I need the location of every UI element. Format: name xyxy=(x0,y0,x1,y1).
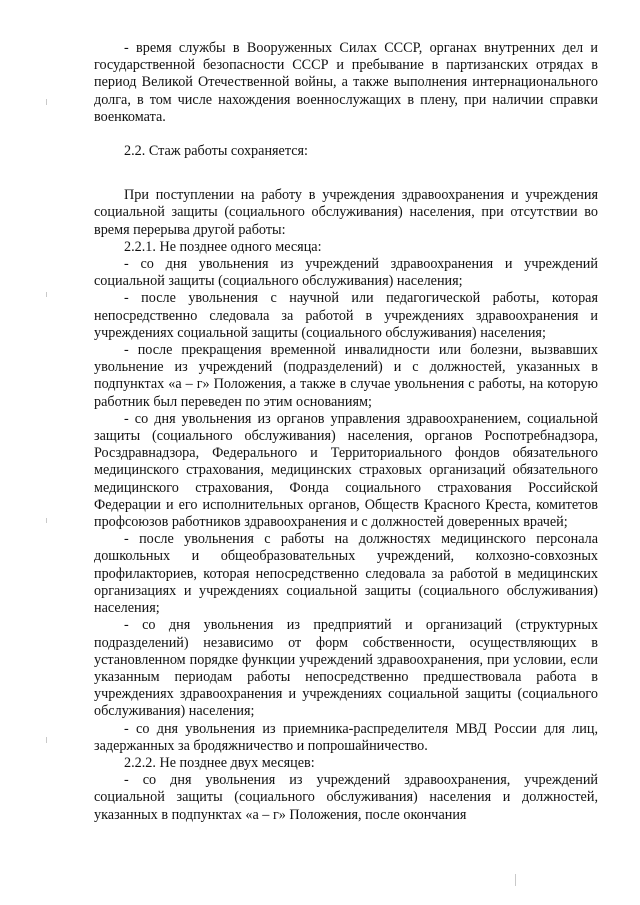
spacer xyxy=(94,160,598,187)
list-item-enterprises: - со дня увольнения из предприятий и организаций (структурных подразделений) независимо от форм собственности, осуществляющих в установленном порядке функции учреждений здравоохранения, при условии, если указанным периодам работы непосредственно предшествовала работа в учреждениях здравоохранения и учреждениях социальной защиты (социального обслуживания) населения; xyxy=(94,617,598,720)
subsection-2-2-2: 2.2.2. Не позднее двух месяцев: xyxy=(124,754,315,771)
scan-artifact-line xyxy=(46,737,47,743)
document-page xyxy=(94,40,598,824)
section-heading-2-2: 2.2. Стаж работы сохраняется: xyxy=(124,143,308,160)
paragraph-military-service: - время службы в Вооруженных Силах СССР, органах внутренних дел и государственной безопасности СССР и пребывание в партизанских отрядах в период Великой Отечественной войны, а также выполнения интернационального долга, в том числе нахождения военнослужащих в плену, при наличии справки военкомата. xyxy=(94,40,598,125)
paragraph-intro: При поступлении на работу в учреждения здравоохранения и учреждения социальной защиты (социального обслуживания) населения, при отсутствии во время перерыва другой работы: xyxy=(94,187,598,238)
scan-artifact-line xyxy=(515,874,516,886)
list-item-mvd-receiver: - со дня увольнения из приемника-распределителя МВД России для лиц, задержанных за бродяжничество и попрошайничество. xyxy=(94,720,598,754)
scan-artifact-line xyxy=(46,99,47,105)
list-item-scientific-work: - после увольнения с научной или педагогической работы, которая непосредственно следовала за работой в учреждениях здравоохранения и учреждениях социальной защиты (социального обслуживания) населения; xyxy=(94,290,598,341)
spacer xyxy=(94,126,598,143)
list-item-dismissal-healthcare: - со дня увольнения из учреждений здравоохранения и учреждений социальной защиты (социального обслуживания) населения; xyxy=(94,256,598,290)
subsection-2-2-1: 2.2.1. Не позднее одного месяца: xyxy=(124,238,322,255)
list-item-preschool-medical: - после увольнения с работы на должностях медицинского персонала дошкольных и общеобразовательных учреждений, колхозно-совхозных профилакториев, которая непосредственно следовала за работой в медицинских организациях и учреждениях социальной защиты (социального обслуживания) населения; xyxy=(94,531,598,617)
scan-artifact-line xyxy=(46,518,47,523)
list-item-disability: - после прекращения временной инвалидности или болезни, вызвавших увольнение из учреждений (подразделений) и с должностей, указанных в подпунктах «а – г» Положения, а также в случае увольнения с работы, на которую работник был переведен по этим основаниям; xyxy=(94,342,598,410)
list-item-two-months: - со дня увольнения из учреждений здравоохранения, учреждений социальной защиты (социального обслуживания) населения и должностей, указанных в подпунктах «а – г» Положения, после окончания xyxy=(94,772,598,823)
list-item-government-bodies: - со дня увольнения из органов управления здравоохранением, социальной защиты (социального обслуживания) населения, органов Роспотребнадзора, Росздравнадзора, Федерального и Территориального фондов обязательного медицинского страхования, медицинских страховых организаций обязательного медицинского страхования, Фонда социального страхования Российской Федерации и его исполнительных органов, Обществ Красного Креста, комитетов профсоюзов работников здравоохранения и с должностей доверенных врачей; xyxy=(94,410,598,531)
scan-artifact-line xyxy=(46,292,47,297)
